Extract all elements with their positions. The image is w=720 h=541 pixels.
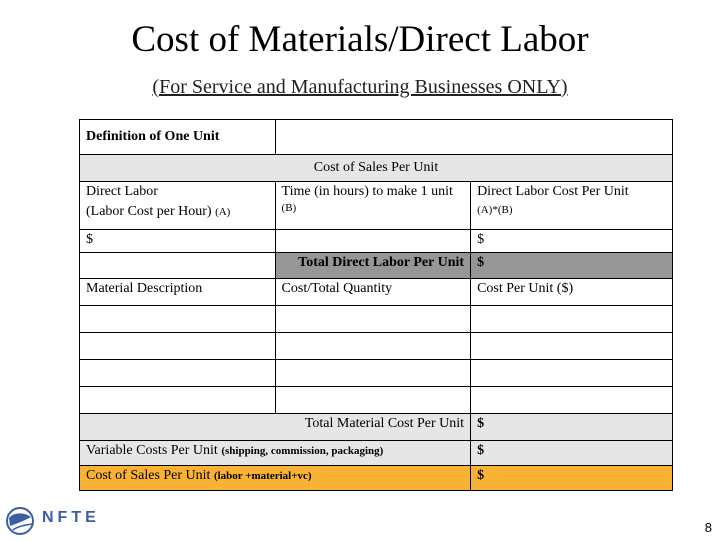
variable-costs-note: (shipping, commission, packaging) xyxy=(221,445,384,457)
labor-cost-input[interactable] xyxy=(471,230,673,253)
direct-labor-tag: (A) xyxy=(215,206,231,218)
time-input[interactable] xyxy=(275,230,471,253)
cost-of-sales-value[interactable] xyxy=(471,466,673,491)
material-row xyxy=(80,387,673,414)
definition-row xyxy=(80,120,673,155)
total-labor-row xyxy=(80,253,673,279)
cost-table xyxy=(79,119,673,491)
cost-of-sales-row xyxy=(80,466,673,491)
material-header-row xyxy=(80,279,673,306)
dollar-sign: $ xyxy=(477,232,485,247)
material-desc-input[interactable] xyxy=(80,306,276,333)
variable-costs-label-cell xyxy=(80,441,471,466)
direct-labor-header xyxy=(80,182,276,230)
cost-qty-input[interactable] xyxy=(275,333,471,360)
cost-of-sales-label-cell xyxy=(80,466,471,491)
material-row xyxy=(80,333,673,360)
variable-costs-value[interactable] xyxy=(471,441,673,466)
slide-title: Cost of Materials/Direct Labor xyxy=(131,19,589,60)
material-desc-input[interactable] xyxy=(80,333,276,360)
labor-rate-input[interactable] xyxy=(80,230,276,253)
cost-of-sales-note: (labor +material+vc) xyxy=(213,470,312,482)
cost-per-unit-input[interactable] xyxy=(471,360,673,387)
total-labor-spacer xyxy=(80,253,276,279)
labor-cost-header xyxy=(471,182,673,230)
nfte-logo xyxy=(4,506,100,536)
labor-header-row xyxy=(80,182,673,230)
globe-icon xyxy=(4,506,38,536)
material-desc-input[interactable] xyxy=(80,387,276,414)
cost-per-unit-input[interactable] xyxy=(471,333,673,360)
dollar-sign: $ xyxy=(477,416,485,431)
definition-input[interactable] xyxy=(275,120,672,155)
dollar-sign: $ xyxy=(477,468,485,483)
cost-per-unit-input[interactable] xyxy=(471,387,673,414)
dollar-sign: $ xyxy=(477,255,485,270)
time-header xyxy=(275,182,471,230)
labor-cost-tag: (A)*(B) xyxy=(477,204,513,216)
slide-subtitle: (For Service and Manufacturing Businesses ONLY) xyxy=(152,76,568,98)
material-desc-header: Material Description xyxy=(80,279,276,306)
total-material-row xyxy=(80,414,673,441)
total-labor-value[interactable] xyxy=(471,253,673,279)
page-number: 8 xyxy=(704,520,712,535)
direct-labor-line1: Direct Labor xyxy=(86,184,158,199)
material-desc-input[interactable] xyxy=(80,360,276,387)
labor-values-row xyxy=(80,230,673,253)
cost-qty-input[interactable] xyxy=(275,306,471,333)
variable-costs-label: Variable Costs Per Unit xyxy=(86,443,218,458)
total-labor-label: Total Direct Labor Per Unit xyxy=(275,253,471,279)
cost-of-sales-header: Cost of Sales Per Unit xyxy=(80,155,673,182)
cost-qty-input[interactable] xyxy=(275,360,471,387)
logo-text: NFTE xyxy=(42,509,100,526)
cost-per-unit-input[interactable] xyxy=(471,306,673,333)
labor-cost-label: Direct Labor Cost Per Unit xyxy=(477,184,629,199)
dollar-sign: $ xyxy=(86,232,93,247)
cost-per-unit-header: Cost Per Unit ($) xyxy=(471,279,673,306)
definition-label: Definition of One Unit xyxy=(80,120,276,155)
variable-costs-row xyxy=(80,441,673,466)
material-row xyxy=(80,360,673,387)
cost-of-sales-header-row xyxy=(80,155,673,182)
time-label: Time (in hours) to make 1 unit xyxy=(281,184,453,199)
material-row xyxy=(80,306,673,333)
dollar-sign: $ xyxy=(477,443,485,458)
total-material-value[interactable] xyxy=(471,414,673,441)
cost-qty-header: Cost/Total Quantity xyxy=(275,279,471,306)
total-material-label: Total Material Cost Per Unit xyxy=(80,414,471,441)
direct-labor-line2: (Labor Cost per Hour) xyxy=(86,204,212,219)
cost-qty-input[interactable] xyxy=(275,387,471,414)
cost-of-sales-label: Cost of Sales Per Unit xyxy=(86,468,211,483)
time-tag: (B) xyxy=(281,202,297,214)
